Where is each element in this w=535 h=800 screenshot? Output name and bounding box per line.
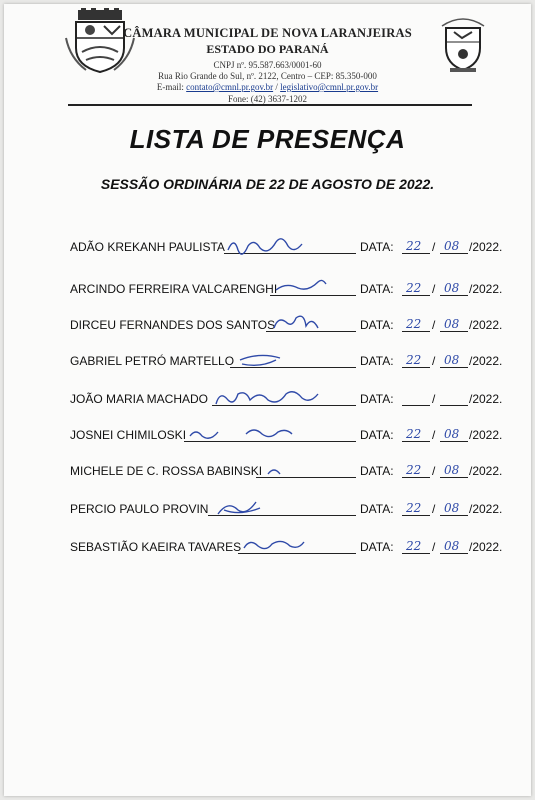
month-blank-line	[440, 405, 468, 406]
date-slash: /	[432, 392, 436, 406]
month-blank-line	[440, 295, 468, 296]
handwritten-month: 08	[444, 463, 460, 477]
date-slash: /	[432, 502, 436, 516]
member-name: JOSNEI CHIMILOSKI	[70, 428, 187, 442]
date-label: DATA:	[360, 540, 394, 554]
handwritten-month: 08	[444, 501, 460, 515]
year-suffix: /2022.	[469, 354, 503, 368]
email-label: E-mail:	[156, 82, 187, 92]
date-label: DATA:	[360, 502, 394, 516]
attendance-row	[70, 460, 510, 480]
signature-image	[240, 536, 350, 560]
attendance-row	[70, 388, 510, 408]
day-blank-line	[402, 253, 430, 254]
member-name: ADÃO KREKANH PAULISTA	[70, 240, 225, 254]
attendance-row	[70, 498, 510, 518]
handwritten-month: 08	[444, 317, 460, 331]
member-name: SEBASTIÃO KAEIRA TAVARES	[70, 540, 242, 554]
signature-image	[272, 278, 342, 302]
day-blank-line	[402, 441, 430, 442]
handwritten-day: 22	[406, 539, 422, 553]
day-blank-line	[402, 405, 430, 406]
date-slash: /	[432, 428, 436, 442]
member-name: PERCIO PAULO PROVIN	[70, 502, 209, 516]
attendance-row	[70, 236, 510, 256]
date-label: DATA:	[360, 282, 394, 296]
month-blank-line	[440, 331, 468, 332]
day-blank-line	[402, 331, 430, 332]
handwritten-day: 22	[406, 463, 422, 477]
handwritten-month: 08	[444, 353, 460, 367]
document-title: LISTA DE PRESENÇA	[129, 124, 406, 154]
signature-image	[232, 350, 302, 374]
attendance-row	[70, 424, 510, 444]
attendance-row	[70, 278, 510, 298]
signature-image	[214, 388, 364, 412]
email-link-contato[interactable]: contato@cmnl.pr.gov.br	[186, 82, 274, 92]
state-name: ESTADO DO PARANÁ	[206, 42, 329, 56]
year-suffix: /2022.	[469, 502, 503, 516]
member-name: MICHELE DE C. ROSSA BABINSKI	[70, 464, 263, 478]
phone-line: Fone: (42) 3637-1202	[228, 94, 307, 104]
date-slash: /	[432, 540, 436, 554]
month-blank-line	[440, 367, 468, 368]
handwritten-month: 08	[444, 427, 460, 441]
address-line: Rua Rio Grande do Sul, nº. 2122, Centro – CEP: 85.350-000	[158, 71, 377, 81]
month-blank-line	[440, 553, 468, 554]
date-slash: /	[432, 318, 436, 332]
handwritten-day: 22	[406, 239, 422, 253]
day-blank-line	[402, 367, 430, 368]
member-name: DIRCEU FERNANDES DOS SANTOS	[70, 318, 276, 332]
handwritten-day: 22	[406, 427, 422, 441]
member-name: GABRIEL PETRÓ MARTELLO	[70, 354, 235, 368]
handwritten-day: 22	[406, 317, 422, 331]
attendance-row	[70, 314, 510, 334]
date-label: DATA:	[360, 354, 394, 368]
date-slash: /	[432, 282, 436, 296]
month-blank-line	[440, 441, 468, 442]
cnpj-line: CNPJ nº. 95.587.663/0001-60	[213, 60, 322, 70]
header-divider	[68, 104, 472, 106]
year-suffix: /2022.	[469, 428, 503, 442]
year-suffix: /2022.	[469, 240, 503, 254]
date-label: DATA:	[360, 392, 394, 406]
year-suffix: /2022.	[469, 464, 503, 478]
email-line	[0, 82, 535, 92]
month-blank-line	[440, 515, 468, 516]
document-subtitle: SESSÃO ORDINÁRIA DE 22 DE AGOSTO DE 2022.	[100, 176, 435, 192]
handwritten-day: 22	[406, 353, 422, 367]
handwritten-month: 08	[444, 281, 460, 295]
date-slash: /	[432, 240, 436, 254]
day-blank-line	[402, 295, 430, 296]
date-label: DATA:	[360, 464, 394, 478]
month-blank-line	[440, 477, 468, 478]
date-label: DATA:	[360, 318, 394, 332]
signature-image	[210, 498, 290, 522]
date-slash: /	[432, 464, 436, 478]
institution-name: CÂMARA MUNICIPAL DE NOVA LARANJEIRAS	[123, 26, 412, 40]
attendance-row	[70, 350, 510, 370]
attendance-row	[70, 536, 510, 556]
email-separator: /	[273, 82, 281, 92]
date-label: DATA:	[360, 240, 394, 254]
day-blank-line	[402, 515, 430, 516]
date-label: DATA:	[360, 428, 394, 442]
signature-image	[186, 424, 316, 448]
signature-image	[268, 314, 348, 338]
year-suffix: /2022.	[469, 318, 503, 332]
year-suffix: /2022.	[469, 282, 503, 296]
day-blank-line	[402, 553, 430, 554]
handwritten-day: 22	[406, 501, 422, 515]
date-slash: /	[432, 354, 436, 368]
handwritten-day: 22	[406, 281, 422, 295]
member-name: ARCINDO FERREIRA VALCARENGHI	[70, 282, 278, 296]
signature-image	[226, 236, 346, 260]
month-blank-line	[440, 253, 468, 254]
day-blank-line	[402, 477, 430, 478]
email-link-legislativo[interactable]: legislativo@cmnl.pr.gov.br	[280, 82, 379, 92]
handwritten-month: 08	[444, 539, 460, 553]
handwritten-month: 08	[444, 239, 460, 253]
year-suffix: /2022.	[469, 392, 503, 406]
member-name: JOÃO MARIA MACHADO	[70, 392, 209, 406]
signature-image	[258, 460, 318, 484]
year-suffix: /2022.	[469, 540, 503, 554]
